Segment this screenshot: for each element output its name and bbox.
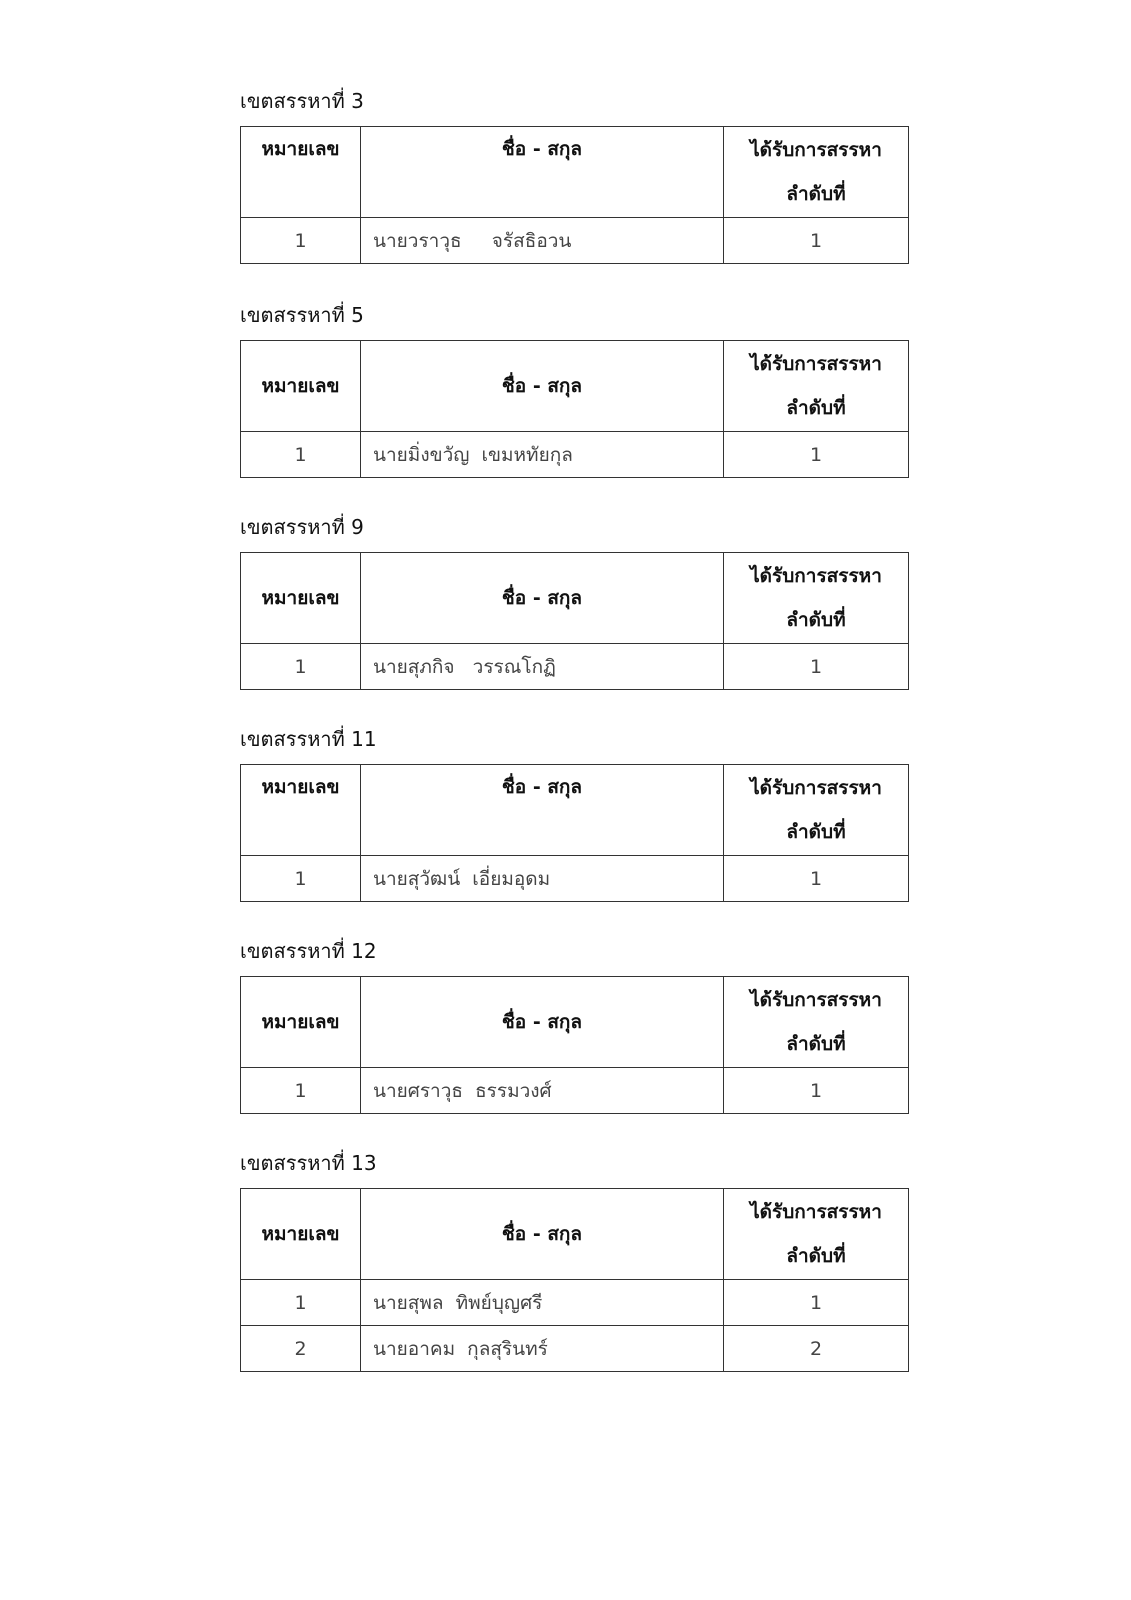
cell-number: 1 (241, 856, 361, 902)
section-title: เขตสรรหาที่ 13 (240, 1151, 377, 1175)
section-title: เขตสรรหาที่ 12 (240, 939, 377, 963)
header-rank (724, 341, 909, 432)
cell-rank: 1 (724, 856, 909, 902)
cell-rank: 2 (724, 1326, 909, 1372)
cell-number: 1 (241, 1280, 361, 1326)
header-rank-line1: ได้รับการสรรหา (750, 565, 882, 587)
results-table (240, 126, 909, 264)
cell-number: 1 (241, 1068, 361, 1114)
header-rank (724, 127, 909, 218)
table-header-row (241, 977, 909, 1068)
header-rank-line1: ได้รับการสรรหา (750, 1201, 882, 1223)
cell-rank: 1 (724, 1280, 909, 1326)
header-rank-line2: ลำดับที่ (786, 183, 846, 205)
table-row (241, 1280, 909, 1326)
cell-name: นายวราวุธ จรัสธิอวน (361, 218, 724, 264)
cell-name: นายสุภกิจ วรรณโกฏิ (361, 644, 724, 690)
cell-number: 1 (241, 432, 361, 478)
cell-rank: 1 (724, 218, 909, 264)
table-header-row (241, 127, 909, 218)
header-rank (724, 1189, 909, 1280)
section-district-9 (240, 515, 908, 690)
header-rank-line1: ได้รับการสรรหา (750, 353, 882, 375)
header-rank (724, 977, 909, 1068)
section-district-11 (240, 727, 908, 902)
header-rank-line2: ลำดับที่ (786, 609, 846, 631)
header-rank-line2: ลำดับที่ (786, 821, 846, 843)
table-row (241, 644, 909, 690)
table-row (241, 1326, 909, 1372)
header-number: หมายเลข (241, 553, 361, 644)
table-header-row (241, 765, 909, 856)
results-table (240, 1188, 909, 1372)
results-table (240, 976, 909, 1114)
header-name: ชื่อ - สกุล (361, 553, 724, 644)
header-number: หมายเลข (241, 977, 361, 1068)
cell-rank: 1 (724, 1068, 909, 1114)
header-rank-line2: ลำดับที่ (786, 1245, 846, 1267)
cell-name: นายสุพล ทิพย์บุญศรี (361, 1280, 724, 1326)
header-name: ชื่อ - สกุล (361, 977, 724, 1068)
header-number: หมายเลข (241, 341, 361, 432)
cell-name: นายศราวุธ ธรรมวงศ์ (361, 1068, 724, 1114)
header-rank-line1: ได้รับการสรรหา (750, 139, 882, 161)
section-district-3 (240, 89, 908, 264)
cell-name: นายมิ่งขวัญ เขมหทัยกุล (361, 432, 724, 478)
table-header-row (241, 341, 909, 432)
cell-rank: 1 (724, 644, 909, 690)
header-rank (724, 765, 909, 856)
header-number: หมายเลข (241, 127, 361, 218)
table-header-row (241, 553, 909, 644)
cell-number: 1 (241, 644, 361, 690)
section-title: เขตสรรหาที่ 3 (240, 89, 364, 113)
results-table (240, 552, 909, 690)
header-rank-line2: ลำดับที่ (786, 1033, 846, 1055)
header-number: หมายเลข (241, 1189, 361, 1280)
header-number: หมายเลข (241, 765, 361, 856)
header-name: ชื่อ - สกุล (361, 127, 724, 218)
header-name: ชื่อ - สกุล (361, 1189, 724, 1280)
section-title: เขตสรรหาที่ 5 (240, 303, 364, 327)
table-row (241, 218, 909, 264)
section-district-12 (240, 939, 908, 1114)
table-header-row (241, 1189, 909, 1280)
results-table (240, 340, 909, 478)
header-name: ชื่อ - สกุล (361, 341, 724, 432)
table-row (241, 856, 909, 902)
cell-number: 2 (241, 1326, 361, 1372)
cell-rank: 1 (724, 432, 909, 478)
section-title: เขตสรรหาที่ 9 (240, 515, 364, 539)
section-district-13 (240, 1151, 908, 1372)
header-rank-line1: ได้รับการสรรหา (750, 777, 882, 799)
header-name: ชื่อ - สกุล (361, 765, 724, 856)
table-row (241, 1068, 909, 1114)
header-rank-line2: ลำดับที่ (786, 397, 846, 419)
cell-name: นายสุวัฒน์ เอี่ยมอุดม (361, 856, 724, 902)
cell-number: 1 (241, 218, 361, 264)
section-district-5 (240, 303, 908, 478)
table-row (241, 432, 909, 478)
header-rank (724, 553, 909, 644)
cell-name: นายอาคม กุลสุรินทร์ (361, 1326, 724, 1372)
section-title: เขตสรรหาที่ 11 (240, 727, 377, 751)
header-rank-line1: ได้รับการสรรหา (750, 989, 882, 1011)
results-table (240, 764, 909, 902)
